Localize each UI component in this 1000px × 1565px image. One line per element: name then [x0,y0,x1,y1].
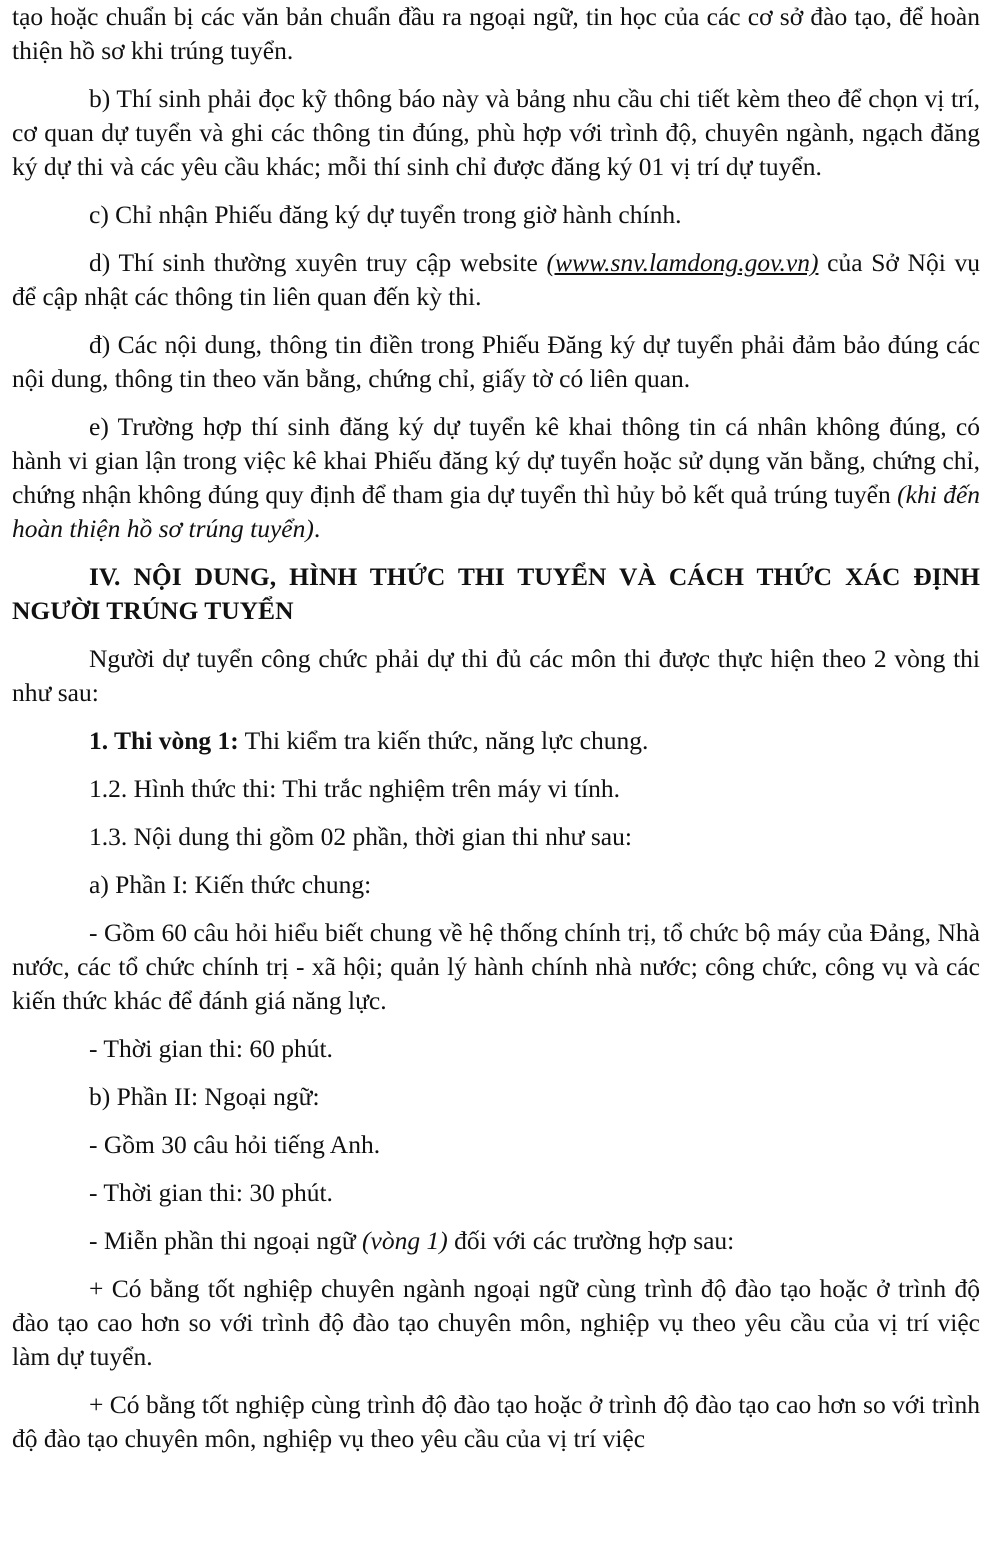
paragraph-part-1: a) Phần I: Kiến thức chung: [89,870,372,899]
paragraph-d-text: d) Thí sinh thường xuyên truy cập website [89,248,547,277]
paragraph-part-1-content: - Gồm 60 câu hỏi hiểu biết chung về hệ thống chính trị, tổ chức bộ máy của Đảng, Nhà nước, các tổ chức chính trị - xã hội; quản lý hành chính nhà nước; công chức, công vụ và các kiến thức khác để đánh giá năng lực. [12,918,980,1015]
paragraph-exemption-case-2: + Có bằng tốt nghiệp cùng trình độ đào tạo hoặc ở trình độ đào tạo cao hơn so với trình độ đào tạo chuyên môn, nghiệp vụ theo yêu cầu của vị trí việc [12,1390,980,1453]
website-link[interactable]: (www.snv.lamdong.gov.vn) [546,248,819,277]
round-1-label: 1. Thi vòng 1: [89,726,239,755]
paragraph-part-2-content: - Gồm 30 câu hỏi tiếng Anh. [89,1130,381,1159]
paragraph-continuation: tạo hoặc chuẩn bị các văn bản chuẩn đầu ra ngoại ngữ, tin học của các cơ sở đào tạo, để hoàn thiện hồ sơ khi trúng tuyển. [12,2,980,65]
paragraph-d-text-end: của Sở Nội vụ để cập nhật các thông tin liên quan đến kỳ thi. [12,248,980,311]
paragraph-exemption-case-1: + Có bằng tốt nghiệp chuyên ngành ngoại ngữ cùng trình độ đào tạo hoặc ở trình độ đào tạo cao hơn so với trình độ đào tạo chuyên môn, nghiệp vụ theo yêu cầu của vị trí việc làm dự tuyển. [12,1274,980,1371]
paragraph-c: c) Chỉ nhận Phiếu đăng ký dự tuyển trong giờ hành chính. [89,200,682,229]
round-1-text: Thi kiểm tra kiến thức, năng lực chung. [238,726,649,755]
paragraph-part-2: b) Phần II: Ngoại ngữ: [89,1082,320,1111]
exemption-text: - Miễn phần thi ngoại ngữ [89,1226,363,1255]
paragraph-dd: đ) Các nội dung, thông tin điền trong Phiếu Đăng ký dự tuyển phải đảm bảo đúng các nội dung, thông tin theo văn bằng, chứng chỉ, giấy tờ có liên quan. [12,330,980,393]
section-heading-iv: IV. NỘI DUNG, HÌNH THỨC THI TUYỂN VÀ CÁCH THỨC XÁC ĐỊNH NGƯỜI TRÚNG TUYỂN [12,562,980,625]
paragraph-e-end: . [313,514,321,543]
paragraph-round-1 [12,724,980,758]
paragraph-intro: Người dự tuyển công chức phải dự thi đủ các môn thi được thực hiện theo 2 vòng thi như sau: [12,644,980,707]
paragraph-e-italic: (khi đến hoàn thiện hồ sơ trúng tuyển) [12,480,981,543]
exemption-italic: (vòng 1) [362,1226,448,1255]
paragraph-part-1-time: - Thời gian thi: 60 phút. [89,1034,333,1063]
paragraph-d [12,246,980,314]
paragraph-1-3: 1.3. Nội dung thi gồm 02 phần, thời gian thi như sau: [89,822,632,851]
paragraph-part-2-time: - Thời gian thi: 30 phút. [89,1178,333,1207]
paragraph-e-text: e) Trường hợp thí sinh đăng ký dự tuyển kê khai thông tin cá nhân không đúng, có hành vi gian lận trong việc kê khai Phiếu đăng ký dự tuyển hoặc sử dụng văn bằng, chứng chỉ, chứng nhận không đúng quy định để tham gia dự tuyển thì hủy bỏ kết quả trúng tuyển [12,412,980,509]
paragraph-exemption [12,1224,980,1258]
paragraph-1-2: 1.2. Hình thức thi: Thi trắc nghiệm trên máy vi tính. [89,774,621,803]
paragraph-b: b) Thí sinh phải đọc kỹ thông báo này và bảng nhu cầu chi tiết kèm theo để chọn vị trí, cơ quan dự tuyển và ghi các thông tin đúng, phù hợp với trình độ, chuyên ngành, ngạch đăng ký dự thi và các yêu cầu khác; mỗi thí sinh chỉ được đăng ký 01 vị trí dự tuyển. [12,84,980,181]
paragraph-e [12,410,980,546]
exemption-text-end: đối với các trường hợp sau: [447,1226,735,1255]
